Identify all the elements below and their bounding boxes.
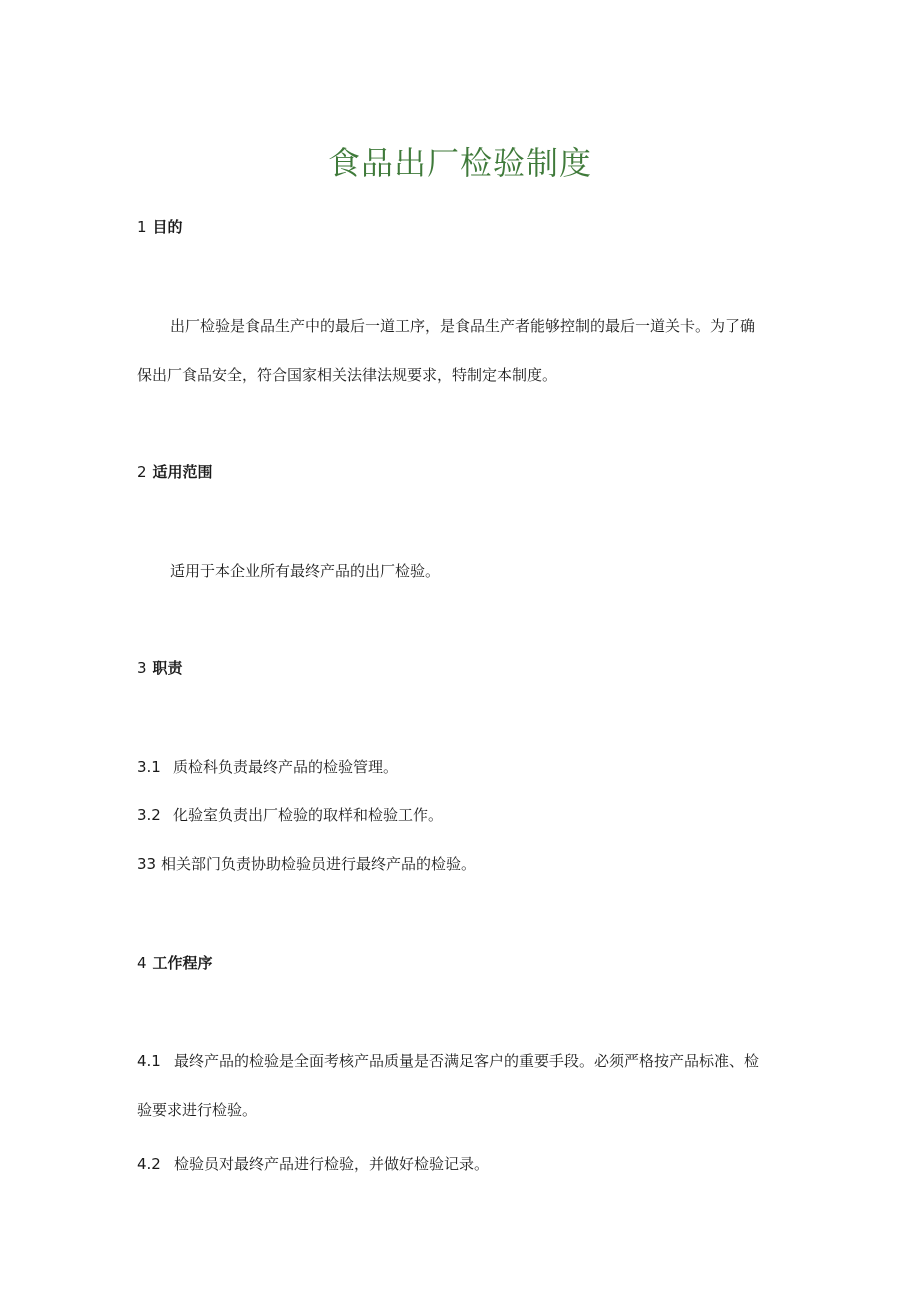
section-heading-text: 适用范围	[152, 463, 213, 481]
section-heading-purpose	[137, 216, 183, 238]
item-text: 检验员对最终产品进行检验，并做好检验记录。	[174, 1155, 490, 1173]
list-item	[137, 853, 476, 875]
paragraph-line: 出厂检验是食品生产中的最后一道工序，是食品生产者能够控制的最后一道关卡。为了确	[170, 317, 756, 335]
paragraph-line: 适用于本企业所有最终产品的出厂检验。	[170, 562, 441, 580]
section-number: 3	[137, 659, 147, 677]
list-item	[137, 804, 443, 826]
paragraph-line: 保出厂食品安全，符合国家相关法律法规要求，特制定本制度。	[137, 366, 558, 384]
section-heading-procedure	[137, 952, 213, 974]
section-heading-text: 工作程序	[152, 954, 213, 972]
item-number: 4.1	[137, 1052, 161, 1070]
section-heading-responsibilities	[137, 657, 183, 679]
paragraph-line: 验要求进行检验。	[137, 1101, 258, 1119]
section-number: 4	[137, 954, 147, 972]
section-heading-text: 目的	[152, 218, 183, 236]
item-number: 3.2	[137, 806, 161, 824]
item-text: 化验室负责出厂检验的取样和检验工作。	[173, 806, 444, 824]
item-number: 33	[137, 855, 157, 873]
list-item	[137, 1153, 489, 1175]
section-heading-text: 职责	[152, 659, 183, 677]
list-item	[137, 1050, 759, 1072]
item-text: 相关部门负责协助检验员进行最终产品的检验。	[161, 855, 477, 873]
section-heading-scope	[137, 461, 213, 483]
list-item	[137, 756, 398, 778]
item-number: 4.2	[137, 1155, 161, 1173]
item-number: 3.1	[137, 758, 161, 776]
section-number: 1	[137, 218, 147, 236]
item-text: 质检科负责最终产品的检验管理。	[173, 758, 399, 776]
document-title: 食品出厂检验制度	[327, 144, 592, 182]
section-number: 2	[137, 463, 147, 481]
item-text: 最终产品的检验是全面考核产品质量是否满足客户的重要手段。必须严格按产品标准、检	[174, 1052, 760, 1070]
